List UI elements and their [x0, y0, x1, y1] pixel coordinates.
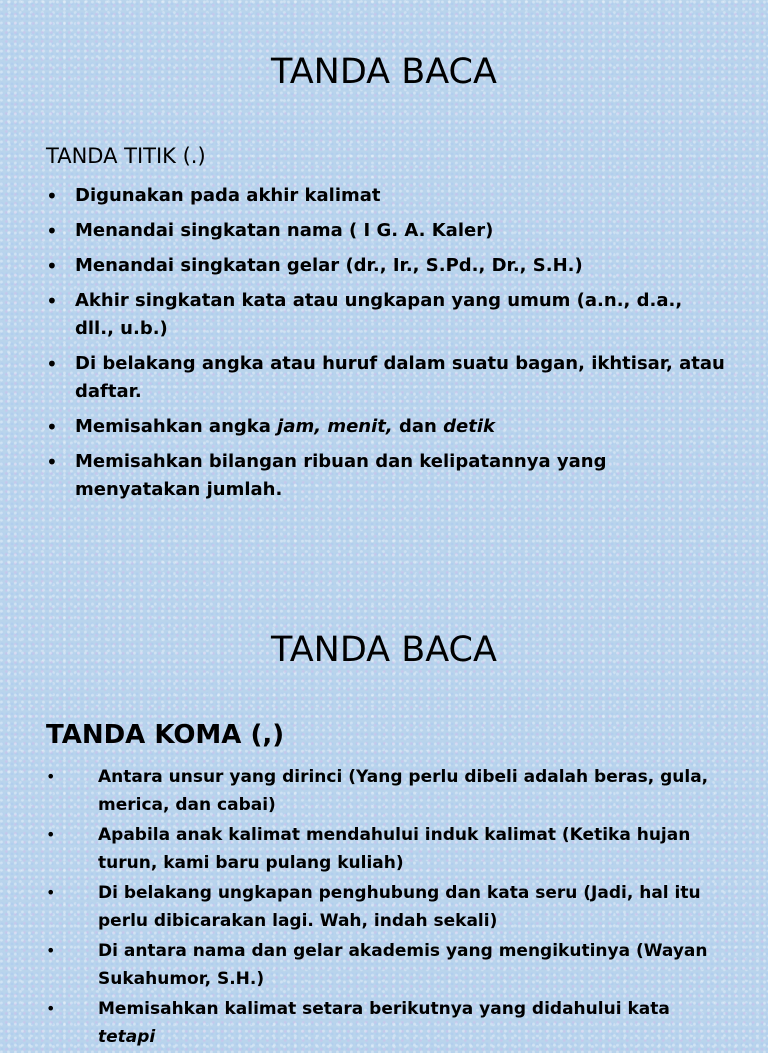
bullet-icon: •	[46, 450, 58, 474]
bullet-icon: •	[46, 184, 58, 208]
list-item: • Akhir singkatan kata atau ungkapan yang umum (a.n., d.a., dll., u.b.)	[46, 289, 683, 339]
bullet-icon: •	[46, 767, 56, 786]
bullet-icon: •	[46, 289, 58, 313]
list-item: • Di belakang angka atau huruf dalam suatu bagan, ikhtisar, atau daftar.	[46, 352, 725, 402]
slide-2	[0, 600, 768, 1047]
list-item: • Di belakang ungkapan penghubung dan kata seru (Jadi, hal itu perlu dibicarakan lagi. Wah, indah sekali)	[46, 879, 726, 935]
slide-title: TANDA BACA	[271, 52, 497, 92]
list-item: • Memisahkan kalimat setara berikutnya yang didahului kata tetapi	[46, 995, 726, 1051]
section-heading-koma: TANDA KOMA (,)	[46, 720, 285, 750]
list-item: • Menandai singkatan gelar (dr., Ir., S.Pd., Dr., S.H.)	[46, 254, 583, 278]
bullet-icon: •	[46, 999, 56, 1018]
bullet-icon: •	[46, 825, 56, 844]
bullet-icon: •	[46, 415, 58, 439]
slide-title: TANDA BACA	[271, 630, 497, 670]
bullet-icon: •	[46, 352, 58, 376]
list-item: • Memisahkan bilangan ribuan dan kelipatannya yang menyatakan jumlah.	[46, 450, 607, 500]
list-item: • Di antara nama dan gelar akademis yang mengikutinya (Wayan Sukahumor, S.H.)	[46, 937, 726, 993]
bullet-icon: •	[46, 883, 56, 902]
bullet-icon: •	[46, 254, 58, 278]
list-item: • Memisahkan angka jam, menit, dan detik	[46, 415, 495, 439]
list-item: • Menandai singkatan nama ( I G. A. Kaler)	[46, 219, 494, 243]
bullet-icon: •	[46, 219, 58, 243]
bullet-icon: •	[46, 941, 56, 960]
section-heading-titik: TANDA TITIK (.)	[46, 144, 206, 168]
bullet-list	[46, 763, 726, 1053]
bullet-list	[46, 182, 726, 511]
list-item: • Antara unsur yang dirinci (Yang perlu dibeli adalah beras, gula, merica, dan cabai)	[46, 763, 726, 819]
list-item: • Apabila anak kalimat mendahului induk kalimat (Ketika hujan turun, kami baru pulang kuliah)	[46, 821, 726, 877]
list-item: • Digunakan pada akhir kalimat	[46, 184, 381, 208]
